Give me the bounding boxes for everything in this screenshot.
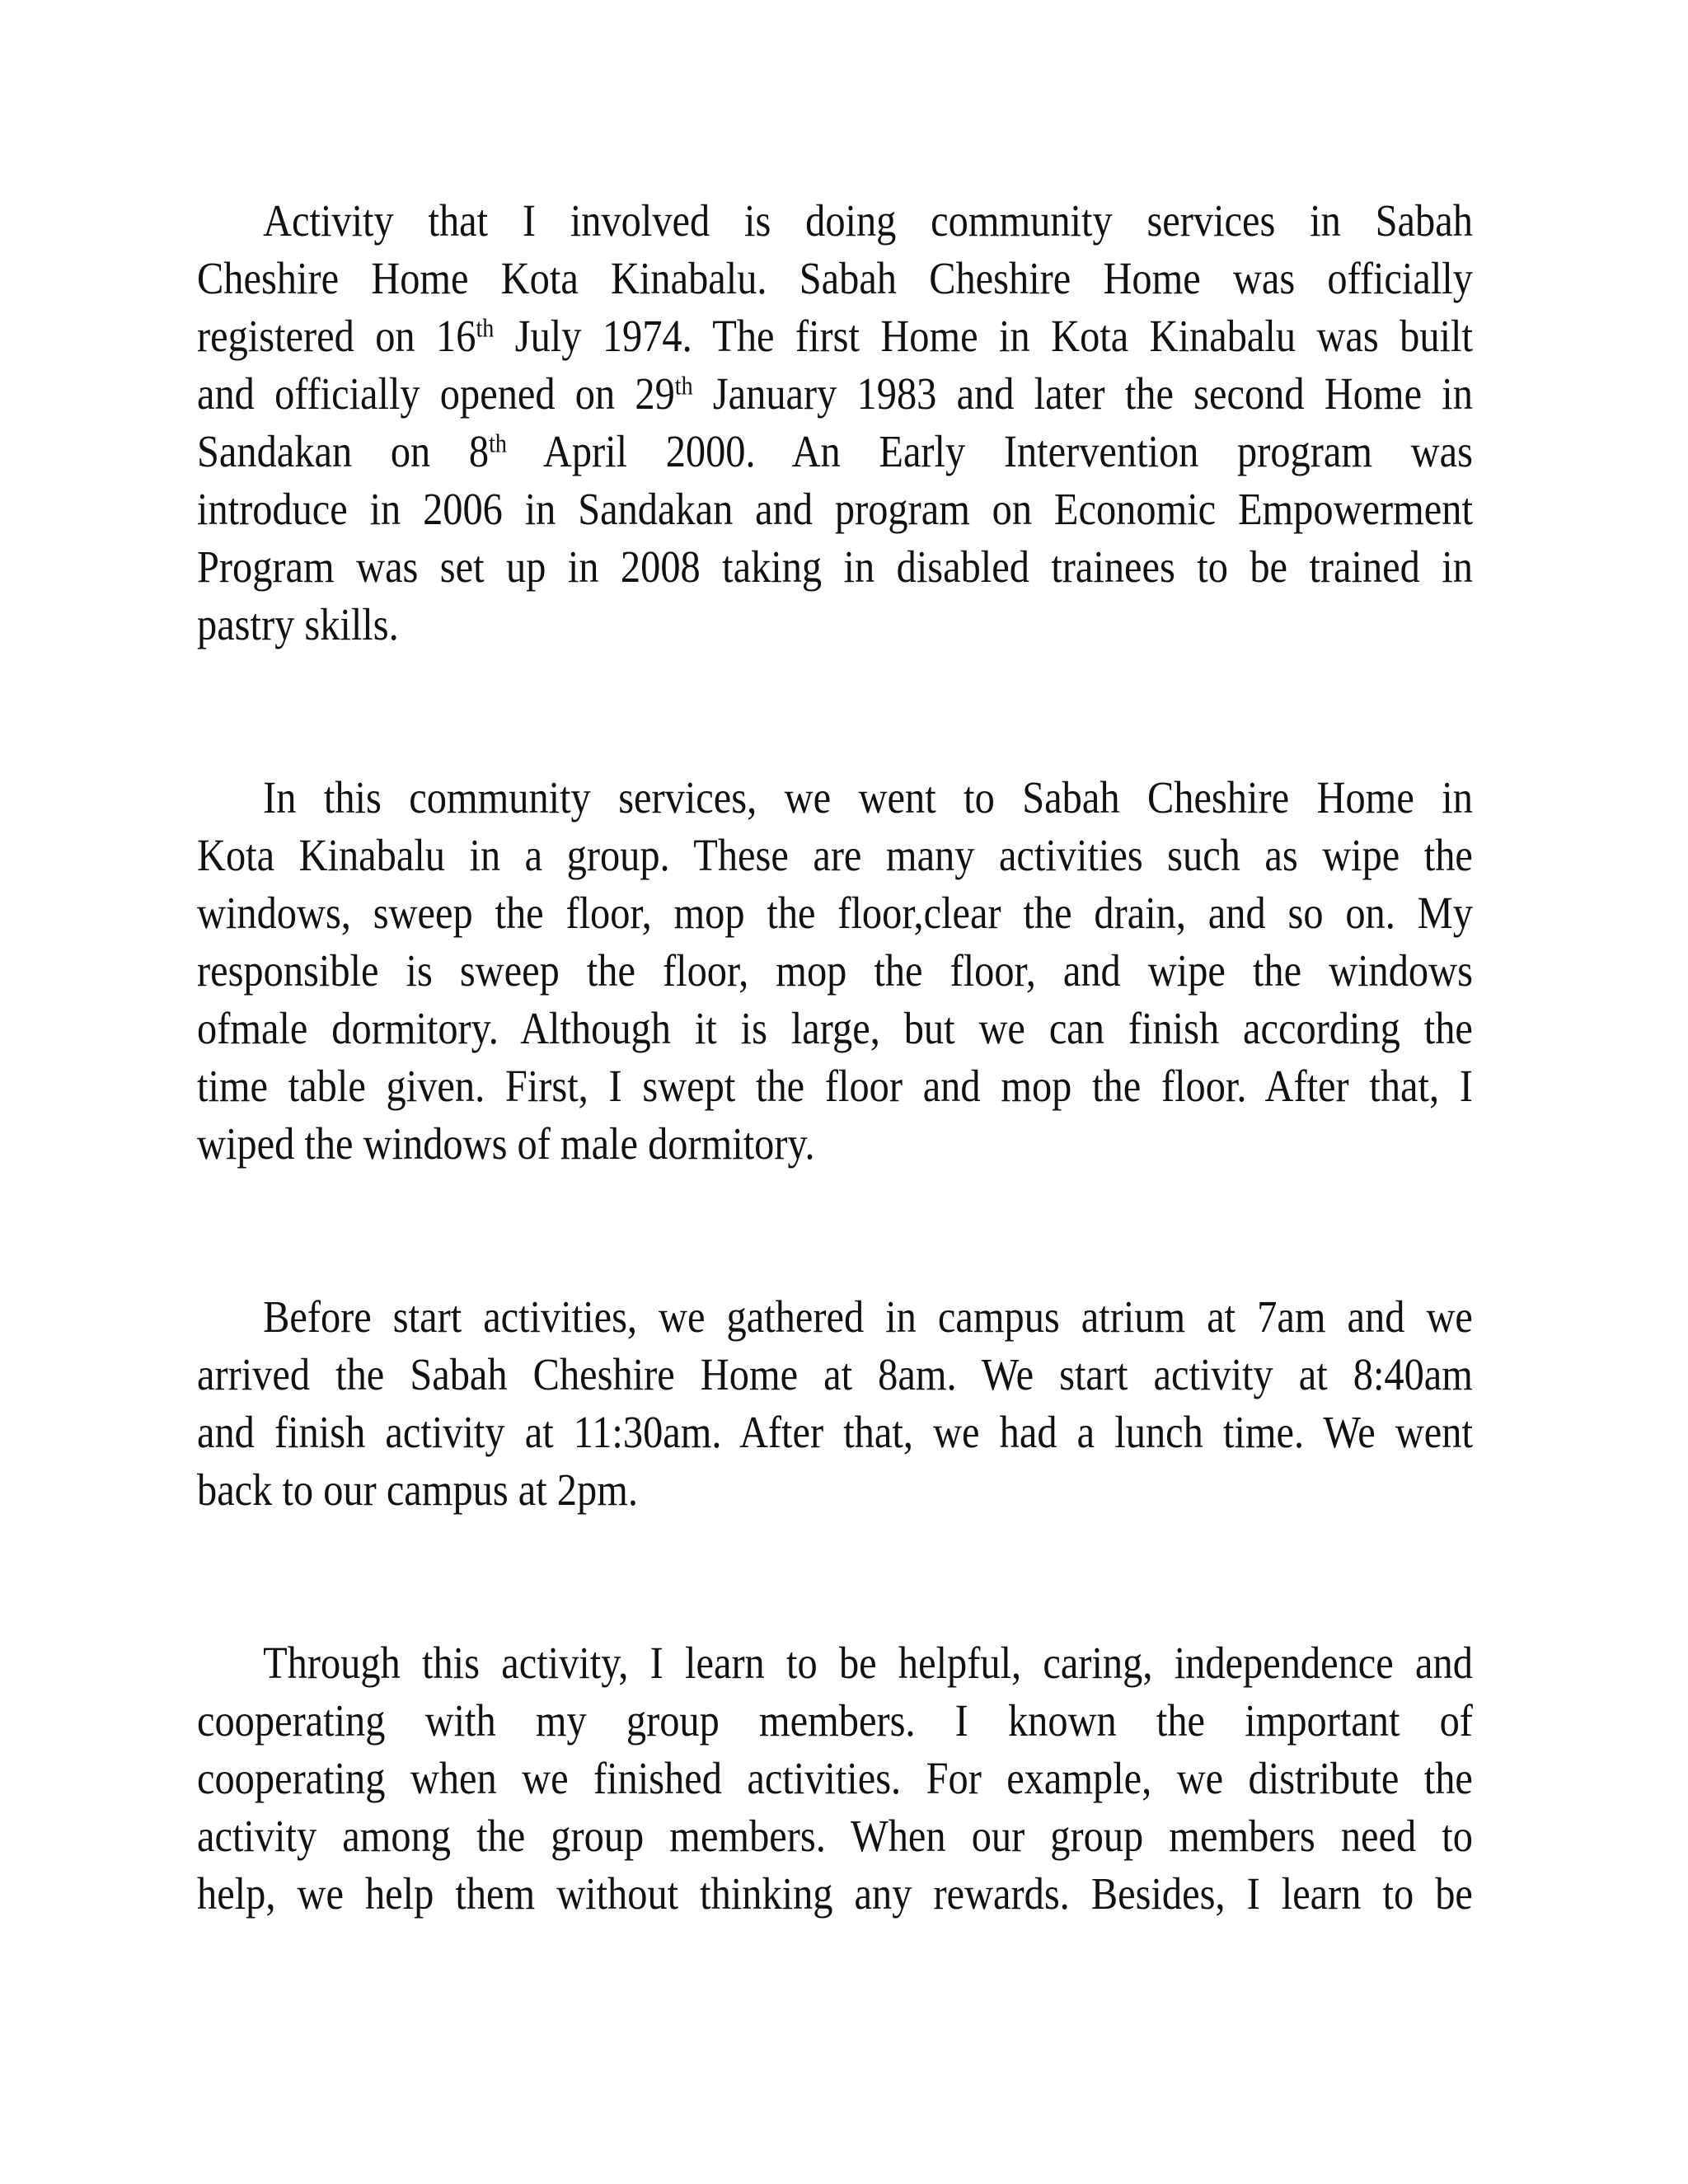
text-line: [197, 480, 1473, 538]
text-line: [197, 192, 1473, 250]
paragraph: [197, 1288, 1473, 1519]
paragraph-spacer: [197, 1173, 1473, 1288]
text-segment: Activity that I involved is doing community services in Sabah: [263, 195, 1473, 246]
text-segment: and finish activity at 11:30am. After that, we had a lunch time. We went: [197, 1407, 1473, 1457]
text-line: [197, 1750, 1473, 1807]
paragraph: [197, 192, 1473, 654]
text-line: [197, 1404, 1473, 1461]
text-segment: time table given. First, I swept the floor and mop the floor. After that, I: [197, 1061, 1473, 1111]
text-line: [197, 884, 1473, 942]
paragraph: [197, 769, 1473, 1173]
text-segment: January 1983 and later the second Home in: [692, 368, 1473, 419]
paragraph-spacer: [197, 654, 1473, 769]
text-line: [197, 1115, 1473, 1173]
text-line: [197, 1346, 1473, 1404]
text-line: [197, 1057, 1473, 1115]
text-line: [197, 942, 1473, 1000]
text-line: [197, 1865, 1473, 1923]
text-line: [197, 827, 1473, 884]
text-segment: cooperating with my group members. I known the important of: [197, 1695, 1473, 1746]
text-segment: Program was set up in 2008 taking in disabled trainees to be trained in: [197, 541, 1473, 592]
text-segment: introduce in 2006 in Sandakan and program on Economic Empowerment: [197, 484, 1473, 534]
text-segment: Kota Kinabalu in a group. These are many activities such as wipe the: [197, 830, 1473, 880]
text-line: [197, 423, 1473, 480]
text-segment: April 2000. An Early Intervention program was: [506, 426, 1473, 476]
text-segment: help, we help them without thinking any rewards. Besides, I learn to be: [197, 1868, 1473, 1919]
text-segment: back to our campus at 2pm.: [197, 1465, 638, 1515]
text-line: [197, 1807, 1473, 1865]
text-line: [197, 538, 1473, 596]
text-line: [197, 1461, 1473, 1519]
text-line: [197, 307, 1473, 365]
text-segment: windows, sweep the floor, mop the floor,clear the drain, and so on. My: [197, 888, 1473, 938]
text-segment: cooperating when we finished activities. For example, we distribute the: [197, 1753, 1473, 1803]
text-segment: In this community services, we went to Sabah Cheshire Home in: [263, 772, 1473, 823]
text-segment: and officially opened on 29: [197, 368, 675, 419]
text-segment: ofmale dormitory. Although it is large, but we can finish according the: [197, 1003, 1473, 1053]
text-segment: pastry skills.: [197, 599, 399, 649]
document-body: [197, 192, 1473, 1923]
text-segment: Sandakan on 8: [197, 426, 490, 476]
text-segment: activity among the group members. When our group members need to: [197, 1811, 1473, 1861]
text-line: [197, 1634, 1473, 1692]
text-line: [197, 1000, 1473, 1057]
text-segment: Through this activity, I learn to be helpful, caring, independence and: [263, 1638, 1473, 1688]
paragraph-spacer: [197, 1519, 1473, 1634]
text-line: [197, 769, 1473, 827]
text-line: [197, 365, 1473, 423]
superscript: th: [489, 429, 507, 458]
text-line: [197, 596, 1473, 654]
text-line: [197, 1692, 1473, 1750]
text-segment: July 1974. The first Home in Kota Kinabalu was built: [494, 311, 1473, 361]
text-segment: registered on 16: [197, 311, 476, 361]
paragraph: [197, 1634, 1473, 1923]
superscript: th: [476, 313, 495, 343]
text-segment: Cheshire Home Kota Kinabalu. Sabah Cheshire Home was officially: [197, 253, 1473, 303]
text-line: [197, 1288, 1473, 1346]
text-segment: Before start activities, we gathered in campus atrium at 7am and we: [263, 1291, 1473, 1342]
text-segment: arrived the Sabah Cheshire Home at 8am. We start activity at 8:40am: [197, 1349, 1473, 1399]
superscript: th: [674, 371, 693, 401]
text-segment: responsible is sweep the floor, mop the floor, and wipe the windows: [197, 945, 1473, 996]
text-segment: wiped the windows of male dormitory.: [197, 1118, 815, 1169]
text-line: [197, 250, 1473, 307]
